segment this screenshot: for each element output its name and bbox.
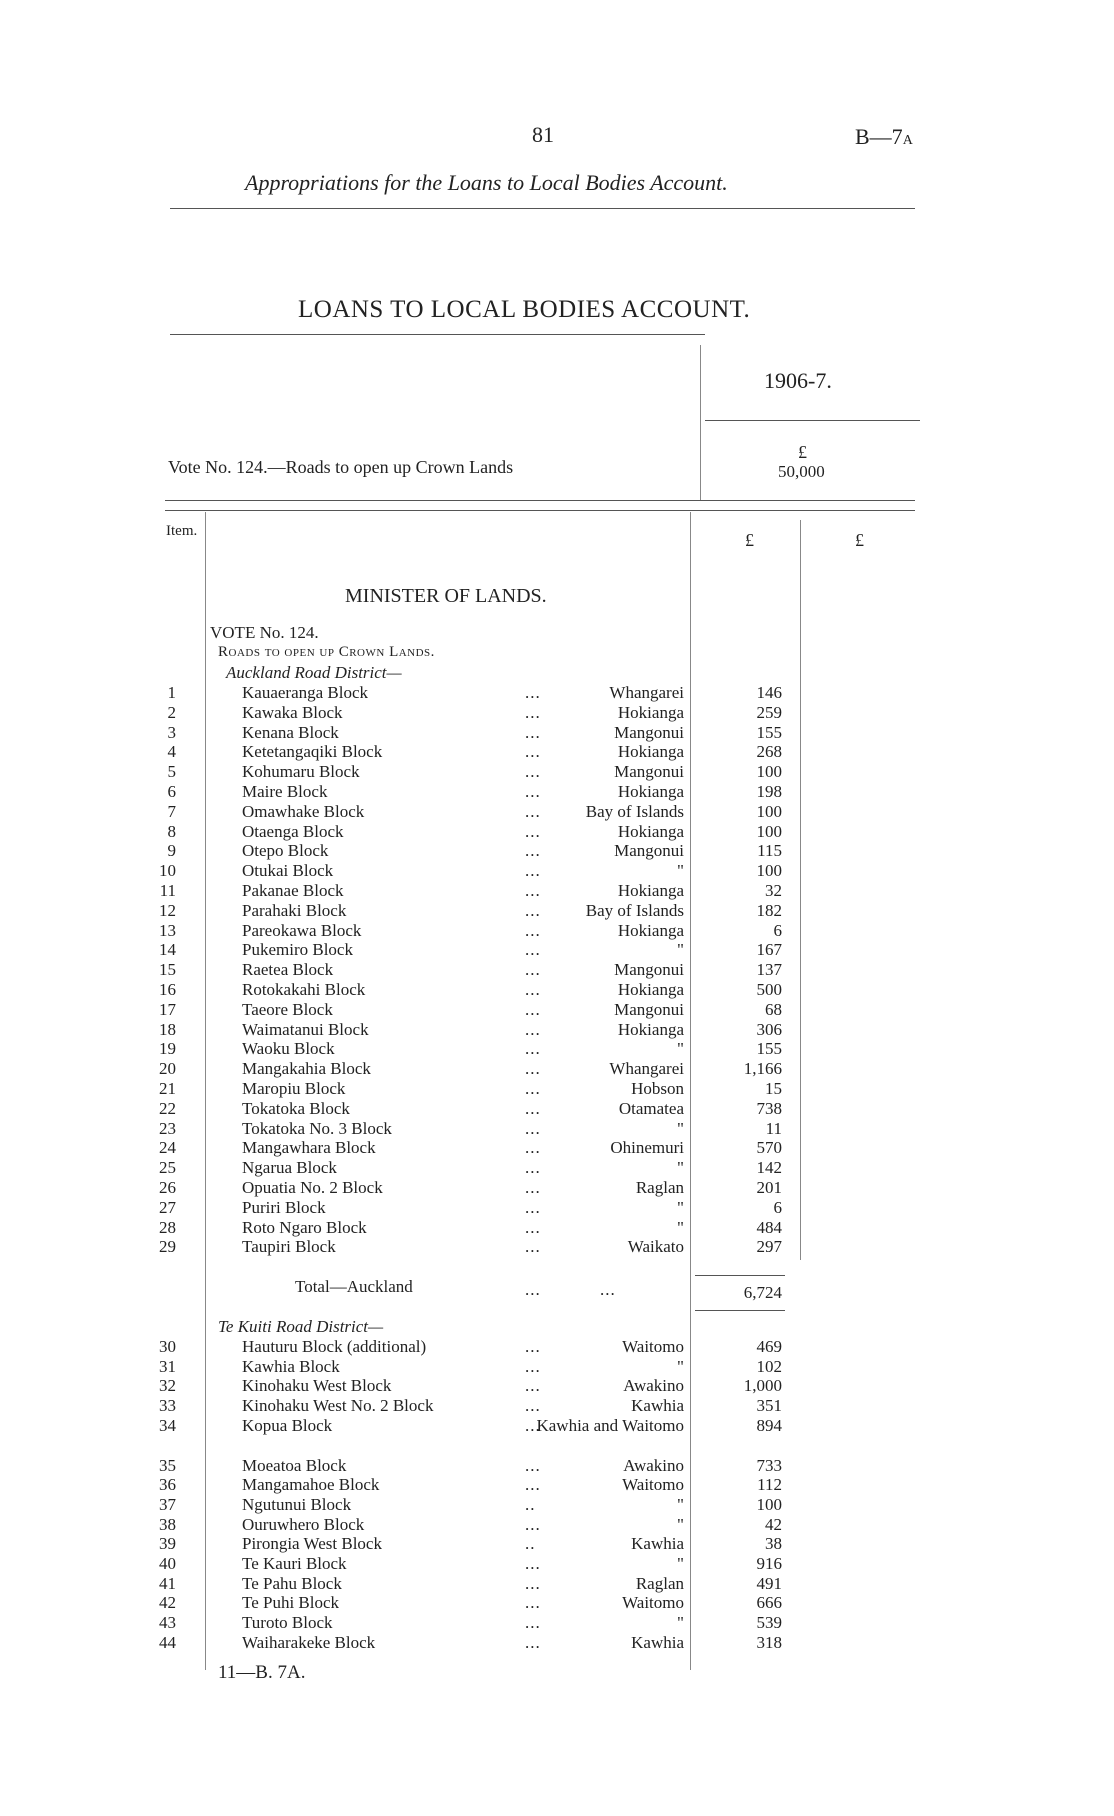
table-row <box>0 1237 1114 1257</box>
item-number: 39 <box>159 1534 176 1554</box>
amount: 102 <box>756 1356 782 1376</box>
county-name: Waitomo <box>622 1475 684 1495</box>
block-name: Waimatanui Block <box>242 1019 369 1039</box>
amount: 100 <box>756 801 782 821</box>
running-title: Appropriations for the Loans to Local Bodies Account. <box>245 170 728 195</box>
table-row <box>0 1456 1114 1476</box>
item-header: Item. <box>166 523 198 539</box>
block-name: Otaenga Block <box>242 821 344 841</box>
county-name: Mangonui <box>614 960 684 980</box>
leader-dots: ... <box>525 1098 541 1118</box>
block-name: Te Kauri Block <box>242 1554 347 1573</box>
block-name: Rotokakahi Block <box>242 980 366 999</box>
table-row <box>0 723 1114 743</box>
item-number: 38 <box>159 1514 176 1534</box>
table-row <box>0 881 1114 901</box>
county-name: Awakino <box>623 1455 684 1475</box>
amount: 100 <box>756 1494 782 1514</box>
leader-dots: ... <box>525 1039 541 1059</box>
amount: 32 <box>765 881 782 900</box>
item-number: 22 <box>159 1098 176 1118</box>
leader-dots: ... <box>525 1019 541 1039</box>
amount: 733 <box>756 1455 782 1475</box>
leader-dots: ... <box>525 1554 541 1573</box>
total-label: Total—Auckland <box>295 1277 413 1296</box>
block-name: Pukemiro Block <box>242 940 353 960</box>
district-heading: Te Kuiti Road District— <box>218 1317 384 1336</box>
item-number: 8 <box>167 821 176 841</box>
leader-dots: ... <box>525 861 541 881</box>
item-number: 3 <box>167 722 176 742</box>
leader-dots: ... <box>525 1237 541 1257</box>
item-number: 17 <box>159 999 176 1019</box>
block-name: Otepo Block <box>242 841 329 861</box>
table-row <box>0 940 1114 960</box>
block-name: Otukai Block <box>242 861 334 881</box>
table-row <box>0 1475 1114 1495</box>
table-row <box>0 1633 1114 1653</box>
item-number: 6 <box>167 782 176 801</box>
county-name: Raglan <box>635 1178 684 1197</box>
table-row <box>0 1574 1114 1594</box>
block-name: Te Puhi Block <box>242 1593 340 1613</box>
block-name: Waoku Block <box>242 1039 335 1059</box>
block-name: Hauturu Block (additional) <box>242 1337 427 1356</box>
county-name: " <box>677 940 684 960</box>
amount: 484 <box>756 1217 782 1237</box>
leader-dots: ... <box>525 722 541 742</box>
county-name: Hobson <box>631 1079 684 1098</box>
county-name: Hokianga <box>617 821 684 841</box>
vote-amount: 50,000 <box>778 462 825 481</box>
leader-dots: ... <box>525 1415 541 1435</box>
block-name: Moeatoa Block <box>242 1455 347 1475</box>
amount: 68 <box>765 999 782 1019</box>
amount: 1,166 <box>743 1059 782 1079</box>
table-row <box>0 1099 1114 1119</box>
block-name: Ngutunui Block <box>242 1494 352 1514</box>
table-row <box>0 1357 1114 1377</box>
item-number: 35 <box>159 1455 176 1475</box>
leader-dots: ... <box>525 1632 541 1652</box>
table-top-rule <box>165 500 915 501</box>
table-row <box>0 960 1114 980</box>
leader-dots: ... <box>525 1197 541 1217</box>
table-row <box>0 1198 1114 1218</box>
item-number: 41 <box>159 1573 176 1593</box>
total-rule-bottom <box>695 1310 785 1311</box>
table-row <box>0 1515 1114 1535</box>
county-name: Bay of Islands <box>585 801 684 821</box>
block-name: Pakanae Block <box>242 881 344 900</box>
amount: 100 <box>756 821 782 841</box>
leader-dots: ... <box>525 1138 541 1158</box>
amount: 198 <box>756 782 782 801</box>
amount: 570 <box>756 1138 782 1158</box>
county-name: " <box>677 1613 684 1633</box>
county-name: Whangarei <box>609 1059 684 1079</box>
total-dots-2: ... <box>600 1280 616 1299</box>
block-name: Kinohaku West No. 2 Block <box>242 1396 434 1416</box>
table-row <box>0 1396 1114 1416</box>
block-name: Taeore Block <box>242 999 333 1019</box>
table-row <box>0 1119 1114 1139</box>
county-name: Hokianga <box>617 782 684 801</box>
county-name: Kawhia <box>631 1534 684 1554</box>
county-name: Waikato <box>627 1237 684 1257</box>
leader-dots: ... <box>525 821 541 841</box>
leader-dots: ... <box>525 1396 541 1416</box>
item-number: 24 <box>159 1138 176 1158</box>
minister-heading: MINISTER OF LANDS. <box>345 585 547 607</box>
item-number: 5 <box>167 762 176 782</box>
county-name: Hokianga <box>617 920 684 940</box>
amount: 38 <box>765 1534 782 1554</box>
table-row <box>0 683 1114 703</box>
table-row <box>0 921 1114 941</box>
block-name: Mangawhara Block <box>242 1138 376 1158</box>
block-name: Omawhake Block <box>242 801 365 821</box>
county-name: Kawhia and Waitomo <box>536 1415 684 1435</box>
leader-dots: ... <box>525 742 541 762</box>
item-number: 34 <box>159 1415 176 1435</box>
reference-suffix: A <box>902 133 913 148</box>
item-number: 29 <box>159 1237 176 1257</box>
amount: 11 <box>765 1118 782 1138</box>
leader-dots: .. <box>525 1494 536 1514</box>
county-name: Otamatea <box>618 1098 684 1118</box>
item-number: 37 <box>159 1494 176 1514</box>
table-row <box>0 1554 1114 1574</box>
block-name: Puriri Block <box>242 1197 326 1217</box>
item-number: 12 <box>159 900 176 920</box>
county-name: " <box>677 1554 684 1573</box>
amount: 894 <box>756 1415 782 1435</box>
county-name: " <box>677 1514 684 1534</box>
table-row <box>0 1376 1114 1396</box>
amount: 182 <box>756 900 782 920</box>
item-number: 36 <box>159 1475 176 1495</box>
county-name: Waitomo <box>622 1337 684 1356</box>
amount: 297 <box>756 1237 782 1257</box>
item-number: 9 <box>167 841 176 861</box>
page-title: LOANS TO LOCAL BODIES ACCOUNT. <box>298 296 751 323</box>
county-name: Raglan <box>635 1573 684 1593</box>
item-number: 13 <box>159 920 176 940</box>
block-name: Tokatoka Block <box>242 1098 350 1118</box>
table-row <box>0 1000 1114 1020</box>
block-name: Kauaeranga Block <box>242 683 369 702</box>
leader-dots: ... <box>525 1079 541 1098</box>
amount: 137 <box>756 960 782 980</box>
item-number: 4 <box>167 742 176 762</box>
leader-dots: ... <box>525 1475 541 1495</box>
county-name: Mangonui <box>614 999 684 1019</box>
leader-dots: ... <box>525 1573 541 1593</box>
leader-dots: ... <box>525 1455 541 1475</box>
page-number: 81 <box>532 122 554 147</box>
county-name: Mangonui <box>614 841 684 861</box>
block-name: Parahaki Block <box>242 900 347 920</box>
leader-dots: ... <box>525 1178 541 1197</box>
year-heading: 1906-7. <box>764 368 832 393</box>
county-name: Mangonui <box>614 722 684 742</box>
amount: 155 <box>756 1039 782 1059</box>
amount: 268 <box>756 742 782 762</box>
table-row <box>0 901 1114 921</box>
table-row <box>0 1178 1114 1198</box>
amount: 666 <box>756 1593 782 1613</box>
leader-dots: ... <box>525 762 541 782</box>
amount: 469 <box>756 1337 782 1356</box>
table-row <box>0 1613 1114 1633</box>
table-row <box>0 822 1114 842</box>
amount: 6 <box>773 1197 782 1217</box>
leader-dots: ... <box>525 1337 541 1356</box>
year-rule <box>705 420 920 421</box>
table-row <box>0 861 1114 881</box>
item-number: 10 <box>159 861 176 881</box>
county-name: Hokianga <box>617 1019 684 1039</box>
block-name: Maire Block <box>242 782 328 801</box>
page-footer: 11—B. 7A. <box>218 1662 306 1683</box>
leader-dots: ... <box>525 1514 541 1534</box>
block-name: Mangakahia Block <box>242 1059 371 1079</box>
county-name: Hokianga <box>617 881 684 900</box>
table-row <box>0 762 1114 782</box>
header-rule <box>170 208 915 209</box>
amount: 155 <box>756 722 782 742</box>
block-name: Kohumaru Block <box>242 762 360 782</box>
total-amount: 6,724 <box>743 1283 782 1302</box>
county-name: Bay of Islands <box>585 900 684 920</box>
leader-dots: ... <box>525 900 541 920</box>
amount: 42 <box>765 1514 782 1534</box>
currency-header-1: £ <box>745 530 754 550</box>
table-row <box>0 1337 1114 1357</box>
table-top-rule-2 <box>165 510 915 511</box>
item-number: 16 <box>159 980 176 999</box>
leader-dots: .. <box>525 1534 536 1554</box>
amount: 738 <box>756 1098 782 1118</box>
vote-number: VOTE No. 124. <box>210 623 319 642</box>
amount: 306 <box>756 1019 782 1039</box>
item-number: 27 <box>159 1197 176 1217</box>
item-number: 1 <box>167 683 176 702</box>
currency-header-2: £ <box>855 530 864 550</box>
block-name: Opuatia No. 2 Block <box>242 1178 383 1197</box>
item-number: 31 <box>159 1356 176 1376</box>
vote-label: Vote No. 124.—Roads to open up Crown Lands <box>168 457 514 477</box>
amount: 146 <box>756 683 782 702</box>
item-number: 23 <box>159 1118 176 1138</box>
county-name: Ohinemuri <box>610 1138 684 1158</box>
block-name: Kinohaku West Block <box>242 1376 392 1396</box>
table-row <box>0 782 1114 802</box>
table-row <box>0 703 1114 723</box>
item-number: 28 <box>159 1217 176 1237</box>
leader-dots: ... <box>525 1059 541 1079</box>
county-name: Mangonui <box>614 762 684 782</box>
reference-main: B—7 <box>855 124 903 149</box>
item-number: 21 <box>159 1079 176 1098</box>
item-number: 30 <box>159 1337 176 1356</box>
leader-dots: ... <box>525 940 541 960</box>
block-name: Kawaka Block <box>242 702 343 722</box>
leader-dots: ... <box>525 960 541 980</box>
total-dots: ... <box>525 1280 541 1299</box>
item-number: 43 <box>159 1613 176 1633</box>
block-name: Pareokawa Block <box>242 920 362 940</box>
item-number: 25 <box>159 1158 176 1178</box>
leader-dots: ... <box>525 1593 541 1613</box>
leader-dots: ... <box>525 1158 541 1178</box>
county-name: " <box>677 1356 684 1376</box>
item-number: 32 <box>159 1376 176 1396</box>
amount: 100 <box>756 762 782 782</box>
leader-dots: ... <box>525 683 541 702</box>
leader-dots: ... <box>525 1613 541 1633</box>
county-name: Hokianga <box>617 702 684 722</box>
table-row <box>0 1593 1114 1613</box>
block-name: Waiharakeke Block <box>242 1632 376 1652</box>
county-name: Kawhia <box>631 1632 684 1652</box>
amount: 539 <box>756 1613 782 1633</box>
amount: 318 <box>756 1632 782 1652</box>
block-name: Taupiri Block <box>242 1237 336 1257</box>
amount: 259 <box>756 702 782 722</box>
item-number: 11 <box>159 881 176 900</box>
leader-dots: ... <box>525 920 541 940</box>
county-name: " <box>677 1158 684 1178</box>
amount: 201 <box>756 1178 782 1197</box>
table-row <box>0 1218 1114 1238</box>
vote-subtitle: Roads to open up Crown Lands. <box>218 644 435 660</box>
amount: 500 <box>756 980 782 999</box>
table-row <box>0 1534 1114 1554</box>
block-name: Ouruwhero Block <box>242 1514 365 1534</box>
table-row <box>0 980 1114 1000</box>
district-heading: Auckland Road District— <box>226 663 402 682</box>
total-rule <box>695 1275 785 1276</box>
table-row <box>0 1020 1114 1040</box>
item-number: 19 <box>159 1039 176 1059</box>
leader-dots: ... <box>525 702 541 722</box>
document-reference <box>855 124 913 150</box>
block-name: Kenana Block <box>242 722 339 742</box>
amount: 100 <box>756 861 782 881</box>
block-name: Turoto Block <box>242 1613 333 1633</box>
table-row <box>0 1079 1114 1099</box>
county-name: Hokianga <box>617 742 684 762</box>
item-number: 26 <box>159 1178 176 1197</box>
amount: 142 <box>756 1158 782 1178</box>
title-rule <box>170 334 705 335</box>
leader-dots: ... <box>525 801 541 821</box>
block-name: Maropiu Block <box>242 1079 346 1098</box>
block-name: Raetea Block <box>242 960 334 980</box>
county-name: Whangarei <box>609 683 684 702</box>
year-column-rule <box>700 345 701 500</box>
item-number: 7 <box>167 801 176 821</box>
item-number: 18 <box>159 1019 176 1039</box>
county-name: " <box>677 1039 684 1059</box>
county-name: " <box>677 861 684 881</box>
item-number: 42 <box>159 1593 176 1613</box>
county-name: Waitomo <box>622 1593 684 1613</box>
amount: 1,000 <box>743 1376 782 1396</box>
county-name: Awakino <box>623 1376 684 1396</box>
amount: 112 <box>757 1475 782 1495</box>
block-name: Tokatoka No. 3 Block <box>242 1118 392 1138</box>
leader-dots: ... <box>525 782 541 801</box>
leader-dots: ... <box>525 980 541 999</box>
leader-dots: ... <box>525 1118 541 1138</box>
amount: 115 <box>757 841 782 861</box>
amount: 351 <box>756 1396 782 1416</box>
item-number: 15 <box>159 960 176 980</box>
item-number: 2 <box>167 702 176 722</box>
block-name: Te Pahu Block <box>242 1573 342 1593</box>
county-name: Kawhia <box>631 1396 684 1416</box>
block-name: Ketetangaqiki Block <box>242 742 383 762</box>
leader-dots: ... <box>525 1217 541 1237</box>
table-row <box>0 1416 1114 1436</box>
county-name: Hokianga <box>617 980 684 999</box>
county-name: " <box>677 1217 684 1237</box>
county-name: " <box>677 1197 684 1217</box>
amount: 916 <box>756 1554 782 1573</box>
block-name: Roto Ngaro Block <box>242 1217 367 1237</box>
county-name: " <box>677 1494 684 1514</box>
table-row <box>0 802 1114 822</box>
block-name: Mangamahoe Block <box>242 1475 380 1495</box>
table-row <box>0 1158 1114 1178</box>
table-row <box>0 1138 1114 1158</box>
table-row <box>0 1495 1114 1515</box>
block-name: Kawhia Block <box>242 1356 340 1376</box>
leader-dots: ... <box>525 841 541 861</box>
item-number: 14 <box>159 940 176 960</box>
table-row <box>0 1059 1114 1079</box>
leader-dots: ... <box>525 1376 541 1396</box>
amount: 15 <box>765 1079 782 1098</box>
item-number: 40 <box>159 1554 176 1573</box>
block-name: Kopua Block <box>242 1415 333 1435</box>
item-number: 20 <box>159 1059 176 1079</box>
amount: 491 <box>756 1573 782 1593</box>
amount: 6 <box>773 920 782 940</box>
leader-dots: ... <box>525 1356 541 1376</box>
table-row <box>0 841 1114 861</box>
vote-currency: £ <box>798 442 807 462</box>
leader-dots: ... <box>525 881 541 900</box>
table-row <box>0 1039 1114 1059</box>
amount: 167 <box>756 940 782 960</box>
county-name: " <box>677 1118 684 1138</box>
block-name: Ngarua Block <box>242 1158 337 1178</box>
item-number: 33 <box>159 1396 176 1416</box>
block-name: Pirongia West Block <box>242 1534 382 1554</box>
item-number: 44 <box>159 1632 176 1652</box>
table-row <box>0 742 1114 762</box>
leader-dots: ... <box>525 999 541 1019</box>
